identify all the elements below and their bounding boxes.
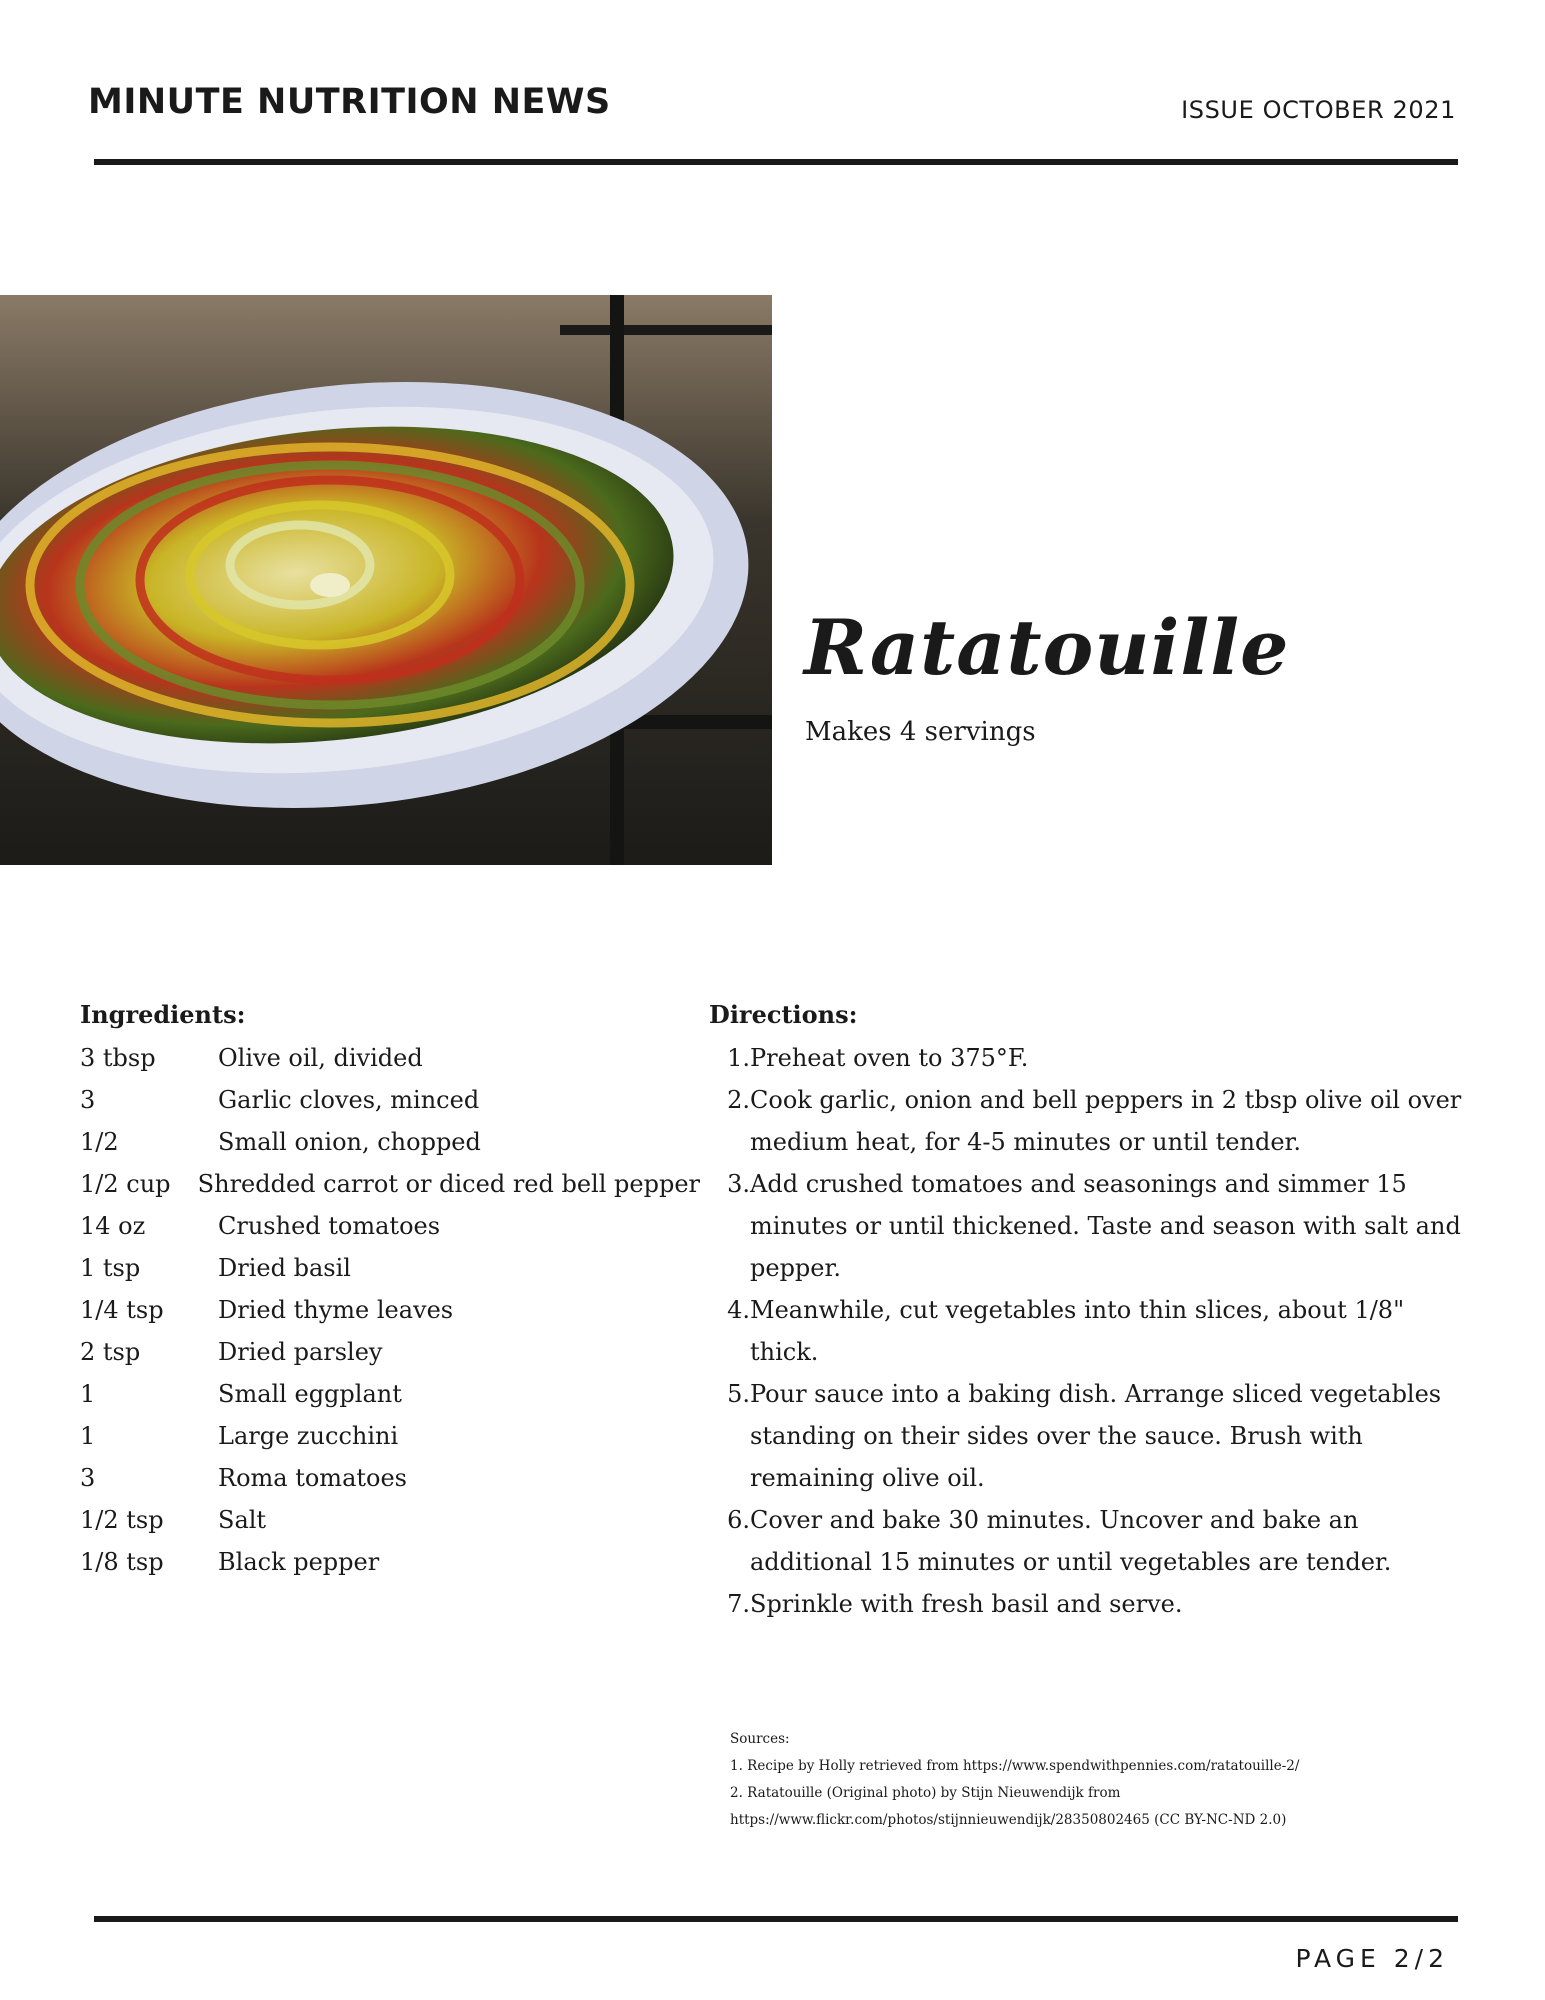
ingredient-qty: 3 [80, 1464, 96, 1492]
ingredient-name: Small eggplant [218, 1380, 402, 1408]
ingredients-list [80, 1037, 700, 1583]
ingredient-qty: 1/2 [80, 1128, 119, 1156]
ingredient-name: Large zucchini [218, 1422, 399, 1450]
sources-block [730, 1726, 1450, 1834]
direction-step [720, 1163, 1470, 1289]
direction-step [720, 1079, 1470, 1163]
step-text: Add crushed tomatoes and seasonings and simmer 15 minutes or until thickened. Taste and season with salt and pepper. [750, 1170, 1461, 1282]
direction-step [720, 1583, 1470, 1625]
page-number: PAGE 2/2 [1295, 1944, 1449, 1973]
recipe-title: Ratatouille [804, 603, 1290, 692]
ingredient-name: Dried basil [218, 1254, 351, 1282]
step-number: 1. [727, 1044, 750, 1072]
ingredient-row [80, 1079, 700, 1121]
ingredient-row [80, 1331, 700, 1373]
ingredient-qty: 1 [80, 1422, 96, 1450]
step-text: Meanwhile, cut vegetables into thin slices, about 1/8" thick. [750, 1296, 1405, 1366]
ingredient-name: Roma tomatoes [218, 1464, 407, 1492]
ratatouille-photo-illustration [0, 295, 772, 865]
ingredient-row [80, 1121, 700, 1163]
ingredient-name: Crushed tomatoes [218, 1212, 441, 1240]
ingredient-qty: 3 tbsp [80, 1044, 156, 1072]
ingredients-heading: Ingredients: [80, 1000, 246, 1029]
source-line: https://www.flickr.com/photos/stijnnieuwendijk/28350802465 (CC BY-NC-ND 2.0) [730, 1812, 1287, 1828]
ingredient-qty: 3 [80, 1086, 96, 1114]
header-divider [94, 159, 1458, 165]
step-text: Pour sauce into a baking dish. Arrange sliced vegetables standing on their sides over the sauce. Brush with remaining olive oil. [750, 1380, 1442, 1492]
ingredient-name: Olive oil, divided [218, 1044, 423, 1072]
ingredient-row [80, 1163, 700, 1205]
ingredient-qty: 2 tsp [80, 1338, 141, 1366]
ingredient-row [80, 1457, 700, 1499]
ingredient-row [80, 1247, 700, 1289]
step-number: 3. [727, 1170, 750, 1198]
ingredient-name: Dried parsley [218, 1338, 383, 1366]
step-text: Cover and bake 30 minutes. Uncover and bake an additional 15 minutes or until vegetables are tender. [750, 1506, 1392, 1576]
ingredient-row [80, 1541, 700, 1583]
ingredient-qty: 14 oz [80, 1212, 146, 1240]
ingredient-name: Small onion, chopped [218, 1128, 481, 1156]
direction-step [720, 1037, 1470, 1079]
step-number: 4. [727, 1296, 750, 1324]
ingredient-name: Garlic cloves, minced [218, 1086, 480, 1114]
step-number: 6. [727, 1506, 750, 1534]
step-text: Preheat oven to 375°F. [750, 1044, 1029, 1072]
ingredient-row [80, 1205, 700, 1247]
source-line: 2. Ratatouille (Original photo) by Stijn Nieuwendijk from [730, 1785, 1121, 1801]
step-number: 5. [727, 1380, 750, 1408]
servings-note: Makes 4 servings [805, 717, 1036, 747]
step-text: Sprinkle with fresh basil and serve. [750, 1590, 1183, 1618]
ingredient-name: Salt [218, 1506, 267, 1534]
direction-step [720, 1289, 1470, 1373]
ingredient-qty: 1 tsp [80, 1254, 141, 1282]
ingredient-name: Dried thyme leaves [218, 1296, 454, 1324]
publication-title: MINUTE NUTRITION NEWS [88, 82, 611, 122]
direction-step [720, 1373, 1470, 1499]
direction-step [720, 1499, 1470, 1583]
ingredient-row [80, 1373, 700, 1415]
ingredient-qty: 1/2 cup [80, 1170, 171, 1198]
ratatouille-photo [0, 295, 772, 865]
ingredient-qty: 1/8 tsp [80, 1548, 164, 1576]
ingredient-name: Black pepper [218, 1548, 380, 1576]
footer-divider [94, 1916, 1458, 1922]
ingredient-row [80, 1499, 700, 1541]
sources-heading: Sources: [730, 1731, 790, 1747]
ingredient-row [80, 1289, 700, 1331]
ingredient-name: Shredded carrot or diced red bell pepper [197, 1170, 700, 1198]
issue-date: ISSUE OCTOBER 2021 [1181, 96, 1456, 124]
ingredient-qty: 1/2 tsp [80, 1506, 164, 1534]
ingredient-row [80, 1037, 700, 1079]
ingredient-qty: 1 [80, 1380, 96, 1408]
step-text: Cook garlic, onion and bell peppers in 2 tbsp olive oil over medium heat, for 4-5 minutes or until tender. [750, 1086, 1462, 1156]
directions-list [720, 1037, 1470, 1625]
step-number: 2. [727, 1086, 750, 1114]
directions-heading: Directions: [709, 1000, 858, 1029]
ingredient-row [80, 1415, 700, 1457]
source-line: 1. Recipe by Holly retrieved from https://www.spendwithpennies.com/ratatouille-2/ [730, 1758, 1300, 1774]
step-number: 7. [727, 1590, 750, 1618]
ingredient-qty: 1/4 tsp [80, 1296, 164, 1324]
